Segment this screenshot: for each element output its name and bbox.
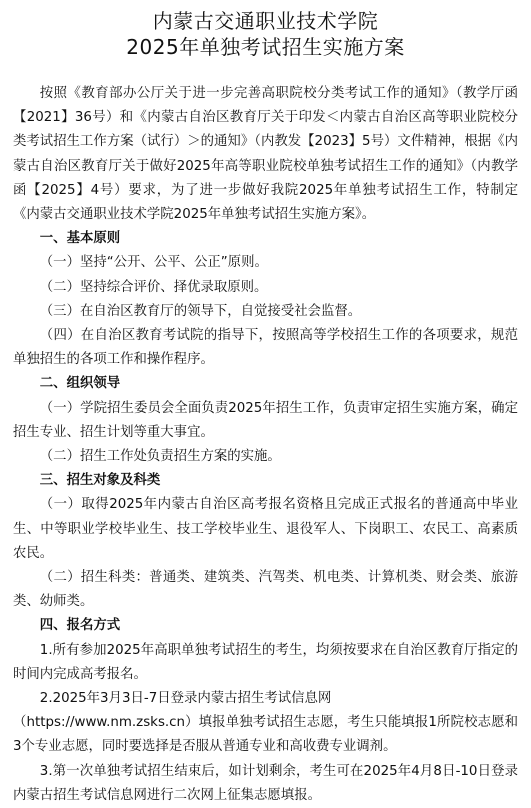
- section-heading-organization: 二、组织领导: [39, 376, 121, 392]
- section-heading-eligibility: 三、招生对象及科类: [39, 473, 161, 489]
- principle-item-4: （四）在自治区教育考试院的指导下，按照高等学校招生工作的各项要求，规范单独招生的各项工作和操作程序。: [13, 328, 518, 368]
- section-heading-basic-principles: 一、基本原则: [39, 231, 121, 247]
- eligibility-item-2: （二）招生科类：普通类、建筑类、汽驾类、机电类、计算机类、财会类、旅游类、幼师类。: [13, 570, 518, 610]
- organization-item-1: （一）学院招生委员会全面负责2025年招生工作，负责审定招生实施方案，确定招生专业、招生计划等重大事宜。: [13, 400, 518, 440]
- document-title-institution: 内蒙古交通职业技术学院: [152, 9, 379, 33]
- registration-item-1: 1.所有参加2025年高职单独考试招生的考生，均须按要求在自治区教育厅指定的时间内完成高考报名。: [13, 642, 518, 682]
- section-heading-registration: 四、报名方式: [39, 618, 121, 634]
- eligibility-item-1: （一）取得2025年内蒙古自治区高考报名资格且完成正式报名的普通高中毕业生、中等职业学校毕业生、技工学校毕业生、退役军人、下岗职工、农民工、高素质农民。: [13, 497, 518, 561]
- registration-item-3: 3.第一次单独考试招生结束后，如计划剩余，考生可在2025年4月8日-10日登录内蒙古招生考试信息网进行二次网上征集志愿填报。: [13, 763, 518, 803]
- intro-paragraph: 按照《教育部办公厅关于进一步完善高职院校分类考试工作的通知》（教学厅函【2021】36号）和《内蒙古自治区教育厅关于印发＜内蒙古自治区高等职业院校分类考试招生工作方案（试行）＞的通知》（内教发【2023】5号）文件精神，根据《内蒙古自治区教育厅关于做好2025年高等职业院校单独考试招生工作的通知》（内教学函【2025】4号）要求，为了进一步做好我院2025年单独考试招生工作，特制定《内蒙古交通职业技术学院2025年单独考试招生实施方案》。: [13, 86, 518, 223]
- principle-item-1: （一）坚持“公开、公平、公正”原则。: [39, 255, 268, 271]
- organization-item-2: （二）招生工作处负责招生方案的实施。: [39, 449, 281, 465]
- document-title-block: [13, 8, 518, 60]
- registration-item-2: 2.2025年3月3日-7日登录内蒙古招生考试信息网: [39, 691, 332, 707]
- principle-item-3: （三）在自治区教育厅的领导下，自觉接受社会监督。: [39, 303, 362, 319]
- registration-item-2-link-line: （https://www.nm.zsks.cn）填报单独考试招生志愿，考生只能填报1所院校志愿和3个专业志愿，同时要选择是否服从普通专业和高收费专业调剂。: [13, 715, 518, 755]
- principle-item-2: （二）坚持综合评价、择优录取原则。: [39, 279, 268, 295]
- document-title-plan: 2025年单独考试招生实施方案: [126, 35, 405, 59]
